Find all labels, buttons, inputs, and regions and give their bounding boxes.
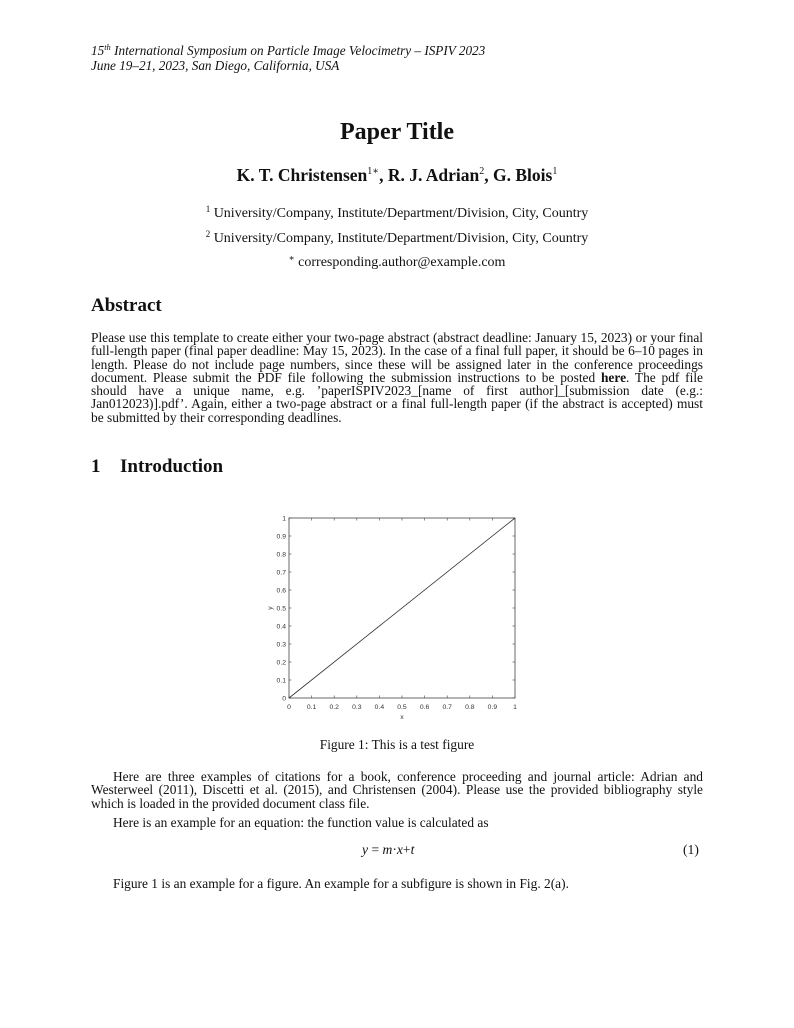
x-tick-label: 0.7 [442,704,452,711]
author-affiliation-mark: 1 [552,166,558,177]
eq-plus: + [402,842,411,857]
abstract-text-part: . The pdf file should have a unique name, e.g. ’paperISPIV2023_[name of first author]_[submission date (e.g.: Jan012023)].pdf’. Again, either a two-page abstract or a final full-length paper (if the abstract is accepted) must be submitted by their corresponding deadlines. [91,369,703,425]
y-tick-label: 0.9 [276,533,286,541]
y-axis-label: y [267,606,274,610]
conference-title: International Symposium on Particle Image Velocimetry – ISPIV 2023 [110,43,486,58]
y-tick-label: 0 [282,695,286,703]
x-tick-label: 0.9 [487,704,498,711]
affiliation-mark: 1 [205,204,211,214]
affiliation-1 [0,205,794,222]
x-tick-label: 1 [513,704,517,711]
eq-equals: = [368,842,383,857]
y-tick-label: 0.2 [276,659,286,667]
x-tick-label: 0.2 [329,704,339,711]
citations-paragraph: Here are three examples of citations for a book, conference proceeding and journal article: Adrian and Westerweel (2011), Discetti et al. (2015), and Christensen (2004). Please use the provided bibliography style which is loaded in the provided document class file. [91,769,703,811]
author-name: R. J. Adrian [387,165,480,185]
x-tick-label: 0.5 [397,704,407,711]
x-tick-label: 0.3 [352,704,362,711]
figure-1-caption: Figure 1: This is a test figure [319,737,475,752]
y-tick-label: 0.7 [276,569,286,577]
affiliation-text: University/Company, Institute/Department/Division, City, Country [210,206,589,221]
author-name: K. T. Christensen [236,165,368,185]
y-tick-label: 0.1 [276,677,286,685]
affiliation-text: University/Company, Institute/Department/Division, City, Country [210,231,589,246]
corresponding-email[interactable]: corresponding.author@example.com [294,255,506,270]
figure-reference-paragraph: Figure 1 is an example for a figure. An example for a subfigure is shown in Fig. 2(a). [113,876,569,891]
equation-number: (1) [683,842,699,857]
abstract-text-part: Please use this template to create either your two-page abstract (abstract deadline: January 15, 2023) or your final full-length paper (final paper deadline: May 15, 2023). In the case of a final full paper, it should be 6–10 pages in length. Please do not include page numbers, since these will be assigned later in the conference proceedings document. Please submit the PDF file following the submission instructions to be posted [91,330,703,385]
x-tick-label: 0 [287,704,291,711]
edition-number: 15 [91,43,105,58]
equation-1 [362,842,414,857]
x-tick-label: 0.4 [374,704,385,711]
equation-intro-paragraph: Here is an example for an equation: the function value is calculated as [113,815,489,830]
affiliation-2 [0,230,794,247]
conference-header [91,43,485,73]
corresponding-author [0,254,794,271]
abstract-heading: Abstract [91,295,162,316]
author-separator: , [484,165,493,185]
conference-name [91,43,485,58]
eq-t: t [410,842,415,857]
author-list [0,164,794,186]
eq-x: x [396,842,403,857]
section-title: Introduction [120,456,224,477]
corresponding-mark: ∗ [288,253,295,263]
y-tick-label: 0.4 [276,623,286,631]
author-affiliation-mark: 1∗ [367,166,380,177]
author-separator: , [379,165,388,185]
eq-lhs: y [362,842,369,857]
submission-instructions-link[interactable]: here [600,369,627,385]
author-name: G. Blois [493,165,553,185]
y-tick-label: 0.8 [276,551,286,559]
y-tick-label: 1 [282,515,286,523]
affiliation-mark: 2 [205,229,211,239]
x-tick-label: 0.8 [465,704,475,711]
section-heading-introduction [91,456,223,478]
y-tick-label: 0.3 [276,641,286,649]
conference-date-location: June 19–21, 2023, San Diego, California, USA [91,58,340,73]
y-tick-label: 0.6 [276,587,286,595]
y-tick-label: 0.5 [276,605,286,613]
x-tick-label: 0.1 [306,704,317,711]
x-axis-label: x [400,714,404,721]
eq-m: m [382,842,393,857]
paper-title: Paper Title [340,119,454,145]
author-affiliation-mark: 2 [479,166,485,177]
section-number: 1 [91,456,101,477]
eq-dot: · [392,842,397,857]
edition-suffix: th [104,42,111,52]
x-tick-label: 0.6 [419,704,430,711]
figure-1-plot [250,505,530,725]
abstract-text [91,331,703,424]
